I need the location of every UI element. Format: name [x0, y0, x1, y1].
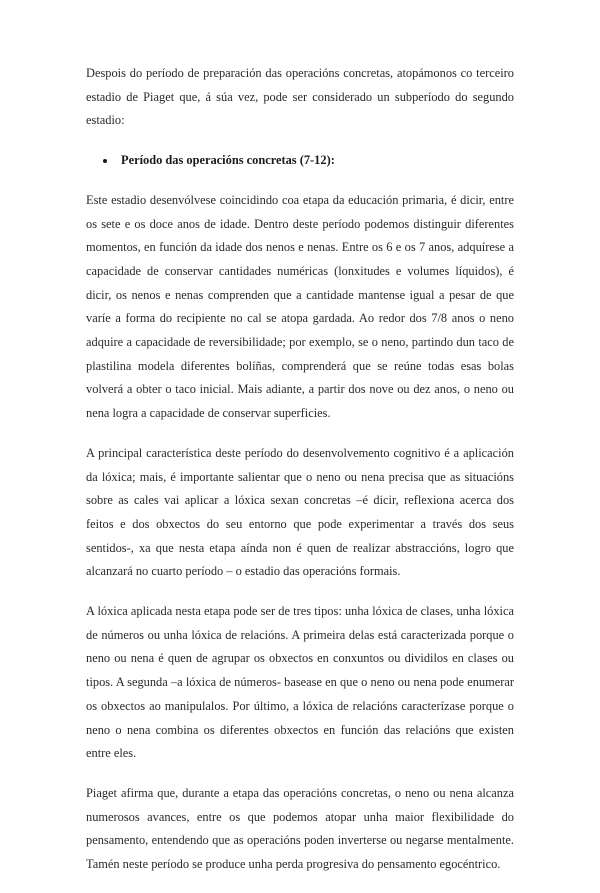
- bullet-dot-icon: [103, 159, 107, 163]
- intro-paragraph: Despois do período de preparación das operacións concretas, atopámonos co terceiro estadio de Piaget que, á súa vez, pode ser considerado un subperíodo do segundo estadio:: [86, 66, 514, 128]
- bullet-list: [86, 149, 514, 173]
- paragraph-advances: Piaget afirma que, durante a etapa das operacións concretas, o neno ou nena alcanza numerosos avances, entre os que podemos atopar unha maior flexibilidade do pensamento, entendendo que as operacións poden inverterse ou negarse mentalmente. Tamén neste período se produce unha perda progresiva do pensamento egocéntrico.: [86, 785, 514, 872]
- paragraph-logic: A principal característica deste período do desenvolvemento cognitivo é a aplicación da lóxica; mais, é importante salientar que o neno ou nena precisa que as situacións sobre as cales vai aplicar a lóxica sexan concretas –é dicir, reflexiona acerca dos feitos e dos obxectos do seu entorno que pode experimentar a través dos seus sentidos-, xa que nesta etapa aínda non é quen de realizar abstraccións, logro que alcanzará no cuarto período – o estadio das operacións formais.: [86, 445, 514, 579]
- document-page: [86, 62, 514, 893]
- bullet-item-heading: [86, 149, 514, 173]
- paragraph-logic-types: A lóxica aplicada nesta etapa pode ser de tres tipos: unha lóxica de clases, unha lóxica de números ou unha lóxica de relacións. A primeira delas está caracterizada porque o neno ou nena é quen de agrupar os obxectos en conxuntos ou dividilos en clases ou tipos. A segunda –a lóxica de números- basease en que o neno ou nena pode enumerar os obxectos ao manipulalos. Por último, a lóxica de relacións caracterízase porque o neno o nena combina os diferentes obxectos en función das relacións que existen entre eles.: [86, 604, 514, 761]
- paragraph-stages: Este estadio desenvólvese coincidindo coa etapa da educación primaria, é dicir, entre os sete e os doce anos de idade. Dentro deste período podemos distinguir diferentes momentos, en función da idade dos nenos e nenas. Entre os 6 e os 7 anos, adquírese a capacidade de conservar cantidades numéricas (lonxitudes e volumes líquidos), é dicir, os nenos e nenas comprenden que a cantidade mantense igual a pesar de que varíe a forma do recipiente no cal se atopa gardada. Ao redor dos 7/8 anos o neno adquire a capacidade de reversibilidade; por exemplo, se o neno, partindo dun taco de plastilina modela diferentes bolíñas, comprenderá que se reúne todas esas bolas volverá a obter o taco inicial. Mais adiante, a partir dos nove ou dez anos, o neno ou nena logra a capacidade de conservar superficies.: [86, 192, 514, 421]
- bullet-heading-text: Período das operacións concretas (7-12):: [121, 153, 335, 168]
